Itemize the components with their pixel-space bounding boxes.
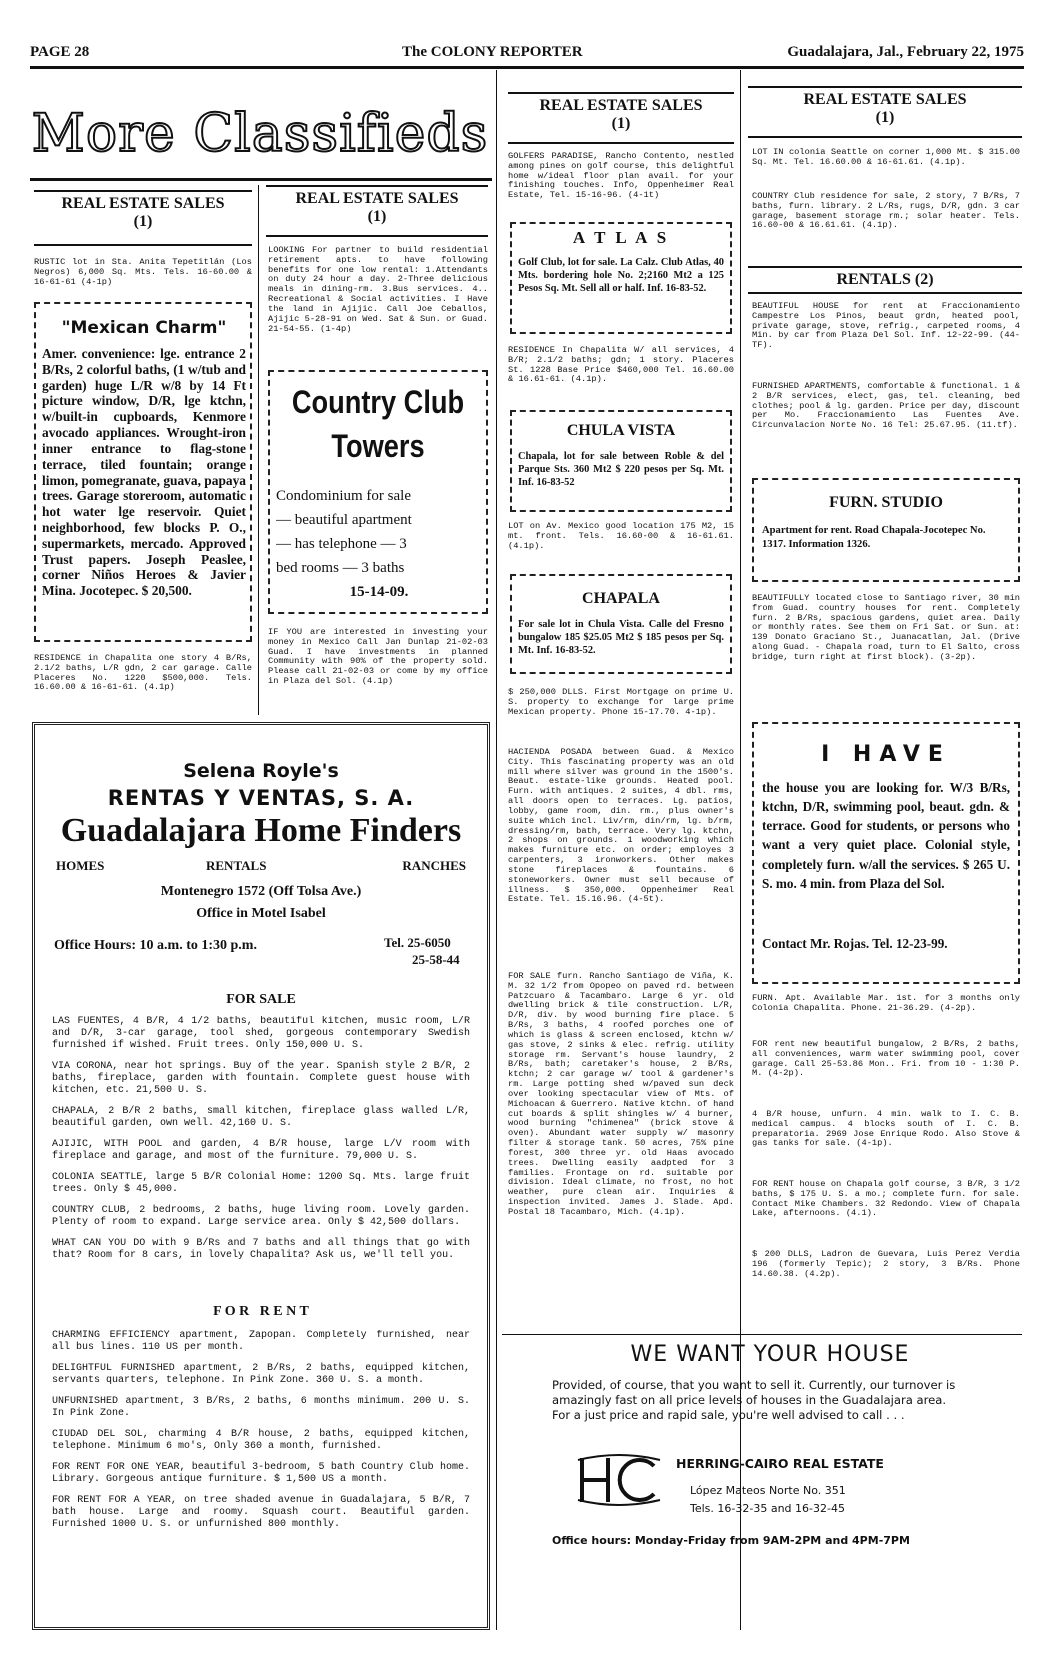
page-header xyxy=(30,42,1024,64)
col4-ladron: $ 200 DLLS, Ladron de Guevara, Luis Perez Verdia 196 (formerly Tepic); 2 story, 3 B/Rs. Phone 14.60.38. (4.2p). xyxy=(752,1250,1020,1279)
col4-furn-apt: FURN. Apt. Available Mar. 1st. for 3 months only Colonia Chapalita. Phone. 21-36.29. (4-2p). xyxy=(752,994,1020,1013)
rent-item: UNFURNISHED apartment, 3 B/Rs, 2 baths, 6 months minimum. 200 U. S. In Pink Zone. xyxy=(52,1396,470,1419)
col3-heading: REAL ESTATE SALES (1) xyxy=(508,92,734,144)
rent-item: DELIGHTFUL FURNISHED apartment, 2 B/Rs, 2 baths, equipped kitchen, servants quarters, telephone. In Pink Zone. 360 U. S. a month. xyxy=(52,1363,470,1386)
col1-rustic: RUSTIC lot in Sta. Anita Tepetitlán (Los Negros) 6,000 Sq. Mts. Tels. 16-60.00 & 16-61-61 (4-1p) xyxy=(34,258,252,287)
col1-heading: REAL ESTATE SALES (1) xyxy=(34,190,252,246)
sale-item: AJIJIC, WITH POOL and garden, 4 B/R house, large L/V room with fireplace and garage, and most of the furniture. 79,000 U. S. xyxy=(52,1139,470,1162)
chula-vista-title: CHULA VISTA xyxy=(566,422,676,439)
selena-company: RENTAS Y VENTAS, S. A. xyxy=(107,786,415,810)
selena-tel: Tel. 25-6050 25-58-44 xyxy=(384,935,460,967)
dateline: Guadalajara, Jal., February 22, 1975 xyxy=(787,44,1024,60)
atlas-title: A T L A S xyxy=(572,228,670,247)
selena-forsale-list xyxy=(52,1016,470,1308)
selena-hours: Office Hours: 10 a.m. to 1:30 p.m. xyxy=(54,938,257,953)
selena-address: Montenegro 1572 (Off Tolsa Ave.) xyxy=(160,884,362,899)
i-have-title: I HAVE xyxy=(821,742,951,767)
sale-item: VIA CORONA, near hot springs. Buy of the year. Spanish style 2 B/R, 2 baths, fireplace, garden with fountain. Complete guest house with kitchen, etc. 21,500 U. S. xyxy=(52,1061,470,1096)
col2-heading: REAL ESTATE SALES (1) xyxy=(266,185,488,237)
rent-item: FOR RENT FOR ONE YEAR, beautiful 3-bedroom, 5 bath Country Club home. Library. Gorgeous antique furniture. $ 1,500 US a month. xyxy=(52,1462,470,1485)
col3-golfers: GOLFERS PARADISE, Rancho Contento, nestled among pines on golf course, this delightful home w/ideal floor plan avail. for your finishing touches. Info, Oppenheimer Real Estate, Tel. 15-16-96. (4-1t) xyxy=(508,152,734,201)
col4-four-br: 4 B/R house, unfurn. 4 min. walk to I. C. B. medical campus. 4 blocks south of I. C. B. preparatoria. 2969 Jose Enrique Rodo. Also Stove & gas tanks for sale. (4-1p). xyxy=(752,1110,1020,1149)
rent-item: CHARMING EFFICIENCY apartment, Zapopan. Completely furnished, near all bus lines. 110 US per month. xyxy=(52,1330,470,1353)
title-rule xyxy=(30,178,492,181)
herring-name: HERRING-CAIRO REAL ESTATE xyxy=(676,1456,884,1471)
selena-brand: Guadalajara Home Finders xyxy=(60,812,462,849)
page-title: More Classifieds xyxy=(31,104,489,164)
sale-item: LAS FUENTES, 4 B/R, 4 1/2 baths, beautiful kitchen, music room, L/R and D/R, 3-car garage, tool shed, gorgeous contemporary Swedish furnished if wished. Fruit trees. Only 150,000 U. S. xyxy=(52,1016,470,1051)
col2-looking: LOOKING For partner to build residential retirement apts. to have following benefits for one low rental: 1.Attendants on duty 24 hour a day. 2-Three delicious meals in dining-rm. 3.Bus services. 4.. Recreational & Social activities. I Have the land in Ajijic. Call Joe Ceballos, Ajijic 5-28-91 on Wed. Sat & Sun. or Guad. 21-54-55. (1-4p) xyxy=(268,246,488,334)
furn-studio-title: FURN. STUDIO xyxy=(829,494,943,511)
sale-item: COLONIA SEATTLE, large 5 B/R Colonial Home: 1200 Sq. Mts. large fruit trees. Only $ 45,000. xyxy=(52,1172,470,1195)
rentals-heading: RENTALS (2) xyxy=(748,266,1022,294)
rent-item: FOR RENT FOR A YEAR, on tree shaded avenue in Guadalajara, 5 B/R, 7 bath house. Large and roomy. Squash court. Beautiful garden. Furnished 1000 U. S. or unfurnished 800 monthly. xyxy=(52,1495,470,1530)
herring-hours: Office hours: Monday-Friday from 9AM-2PM and 4PM-7PM xyxy=(552,1534,910,1547)
col3-sale-furn: FOR SALE furn. Rancho Santiago de Viña, K. M. 32 1/2 from Opopeo on paved rd. between Patzcuaro & Tacambaro. Large 6 yr. old dwelling brick & tile construction. L/R, D/R, div. by wood burning fire place. 5 B/Rs, 3 baths, 4 roofed porches one of which is glass & screen enclosed, ktchn w/ gas stove, 2 sinks & elec. refrig. utility storage rm. Servant's house laundry, 2 B/Rs, bath; caretaker's house, 2 B/Rs, ktchn; 2 car garage w/ tool & gardener's rm. Large potting shed w/paved sun deck over looking spectacular view of Mts. of Michoacan & Guerrero. Native ktchn. of hand cut boards & split shingles w/ 4 burner, wood burning "chimenea" (brick stove & oven). Abundant water supply w/ masonry filter & storage tank. 50 acres, 75% pine forest, 300 three yr. old Haas avocado trees. Dwelling easily aadpted for 3 families. Frontage on rd. suitable por division. Ideal climate, no frost, no hot weather, pure clean air. Inquiries & inspection invited. James J. Slade. Apd. Postal 18 Tacambaro, Mich. (4.1p). xyxy=(508,972,734,1217)
country-club-title: Country Club Towers xyxy=(291,384,465,464)
chapala-title: CHAPALA xyxy=(582,590,660,607)
rent-item: CIUDAD DEL SOL, charming 4 B/R house, 2 baths, equipped kitchen, telephone. Minimum 6 mo's, Only 360 a month, furnished. xyxy=(52,1429,470,1452)
herring-logo xyxy=(574,1452,664,1508)
col3-lot-av: LOT on Av. Mexico good location 175 M2, 15 mt. front. Tels. 16.60-00 & 16-61.61. (4.1p). xyxy=(508,522,734,551)
paper-name: The COLONY REPORTER xyxy=(402,44,583,60)
selena-office: Office in Motel Isabel xyxy=(196,906,326,921)
furn-studio-body: Apartment for rent. Road Chapala-Jocotepec No. 1317. Information 1326. xyxy=(762,525,986,550)
selena-forrent-heading: F O R R E N T xyxy=(213,1304,309,1319)
col3-hacienda: HACIENDA POSADA between Guad. & Mexico City. This fascinating property was an old mill where silver was ground in the 1500's. Beaut. estate-like grounds. Heated pool. Furn. with antiques. 2 suites, 4 dbl. rms, all doors open to terraces. Lg. patios, lobby, game room, din. rm., plus owner's suite which incl. Liv/rm, din/rm, lg. b/rm, dressing/rm, bath, terrace. Very lg. ktchn, 2 shops on grounds. 1 woodworking which makes furniture etc. on order; employes 3 carpenters, 3 ironworkers. Other makes stone fireplaces & fountains. 6 stoneworkers. Owner must sell because of illness. $ 350,000. Oppenheimer Real Estate. Tel. 15.16.96. (4-5t). xyxy=(508,748,734,905)
col4-chapala-golf: FOR RENT house on Chapala golf course, 3 B/R, 3 1/2 baths, $ 175 U. S. a mo.; complete furn. for sale. Contact Mike Chambers. 32 Redondo. View of Chapala Lake, afternoons. (4.1). xyxy=(752,1180,1020,1219)
selena-name: Selena Royle's xyxy=(183,760,339,782)
sale-item: CHAPALA, 2 B/R 2 baths, small kitchen, fireplace glass walled L/R, beautiful garden, own well. 42,160 U. S. xyxy=(52,1106,470,1129)
col4-santiago: BEAUTIFULLY located close to Santiago river, 30 min from Guad. country houses for rent. Completely furn. 2 B/Rs, spacious gardens, quiet area. Daily or monthly rates. See them on Fri Sat. or Sun. at: 139 Donato Graciano St., Juanacatlan, Jal. (Drive along Guad. - Chapala road, turn to El Salto, cross bridge, turn right at first block). (3-2p). xyxy=(752,594,1020,662)
herring-tels: Tels. 16-32-35 and 16-32-45 xyxy=(690,1502,845,1515)
herring-title: WE WANT YOUR HOUSE xyxy=(630,1342,910,1367)
sale-item: WHAT CAN YOU DO with 9 B/Rs and 7 baths and all things that go with that? Room for 8 cars, in lovely Chapalita? Ask us, we'll tell you. xyxy=(52,1238,470,1261)
sale-item: COUNTRY CLUB, 2 bedrooms, 2 baths, huge living room. Lovely garden. Plenty of room to expand. Large service area. Only $ 42,500 dollars. xyxy=(52,1205,470,1228)
i-have-body: the house you are looking for. W/3 B/Rs, ktchn, D/R, swimming pool, beaut. gdn. & terrace. Good for students, or persons who want a very quiet place. Colonial style, completely furn. w/all the services. $ 265 U. S. mo. 4 min. from Plaza del Sol. xyxy=(762,780,1010,891)
herring-body: Provided, of course, that you want to sell it. Currently, our turnover is amazingly fast on all price levels of houses in the Guadalajara area. For a just price and rapid sale, you're well advised to call . . . xyxy=(552,1378,956,1423)
mexican-charm-body: Amer. convenience: lge. entrance 2 B/Rs, 2 colorful baths, (1 w/tub and garden) huge L/R w/8 by 14 Ft picture window, D/R, lge ktchn, w/built-in cupboards, Kenmore avocado appliances. Wrought-iron inner entrance to flag-stone terrace, tiled fountain; orange limon, pomegranate, guava, papaya trees. Garage storeroom, automatic hot water lge reservoir. Quiet neighborhood, few blocks P. O., supermarkets, mercado. Approved Trust papers. Joseph Peaslee, corner Niños Heroes & Javier Mina. Jocotepec. $ 20,500. xyxy=(42,346,246,599)
col4-country: COUNTRY Club residence for sale, 2 story, 7 B/Rs, 7 baths, furn. library. 2 L/Rs, rugs, D/R, gdn. 3 car garage, basement storage rm.; solar heater. Tels. 16.60-00 & 16.61.61. (4.1p). xyxy=(752,192,1020,231)
col3-dlls: $ 250,000 DLLS. First Mortgage on prime U. S. property to exchange for large prime Mexican property. Phone 15-17.70. 4-1p). xyxy=(508,688,734,717)
col2-invest: IF YOU are interested in investing your money in Mexico Call Jan Dunlap 21-02-03 Guad. I have investments in planned Community with 90% of the property sold. Please call 21-02-03 or come by my office in Plaza del Sol. (4.1p) xyxy=(268,628,488,687)
col3-residence: RESIDENCE In Chapalita W/ all services, 4 B/R; 2.1/2 baths; gdn; 1 story. Placeres St. 1228 Base Price $460,000 Tel. 16.60.00 & 16.61-61. (4.1p). xyxy=(508,346,734,385)
selena-categories: HOMES RENTALS RANCHES xyxy=(56,858,466,873)
col4-furnished-apts: FURNISHED APARTMENTS, comfortable & functional. 1 & 2 B/R services, elect, gas, tel. cleaning, bed clothes; pool & lg. garden. Price per day, discount per Mo. Fraccionamiento Las Fuentes Ave. Circunvalacion Norte No. 16 Tel: 25.67.95. (11.tf). xyxy=(752,382,1020,431)
chapala-body: For sale lot in Chula Vista. Calle del Fresno bungalow 185 $25.05 Mt2 $ 185 pesos per Sq. Mt. Inf. 16-83-52. xyxy=(518,619,724,656)
country-club-body: Condominium for sale — beautiful apartment — has telephone — 3 bed rooms — 3 baths 15-14-09. xyxy=(276,488,412,600)
page-number: PAGE 28 xyxy=(30,44,90,60)
i-have-contact: Contact Mr. Rojas. Tel. 12-23-99. xyxy=(762,936,948,951)
col-divider-2 xyxy=(496,70,497,1630)
atlas-body: Golf Club, lot for sale. La Calz. Club Atlas, 40 Mts. bordering hole No. 2;2160 Mt2 a 125 Pesos Sq. Mt. Sell all or half. Inf. 16-83-52. xyxy=(518,257,724,294)
col4-bungalow: FOR rent new beautiful bungalow, 2 B/Rs, 2 baths, all conveniences, warm water swimming pool, cover garage. Call 25-53.86 Mon.. Fri. from 10 - 1:30 P. M. (4-2p). xyxy=(752,1040,1020,1079)
herring-address: López Mateos Norte No. 351 xyxy=(690,1484,846,1497)
mexican-charm-title: "Mexican Charm" xyxy=(61,318,227,338)
col4-lot-seattle: LOT IN colonia Seattle on corner 1,000 Mt. $ 315.00 Sq. Mt. Tel. 16.60.00 & 16-61.61. (4.1p). xyxy=(752,148,1020,167)
chula-vista-body: Chapala, lot for sale between Roble & del Parque Sts. 360 Mt2 $ 220 pesos per Sq. Mt. Inf. 16-83-52 xyxy=(518,451,724,488)
selena-forsale-heading: FOR SALE xyxy=(226,992,296,1007)
col-divider-1 xyxy=(258,185,259,715)
col1-residence: RESIDENCE in Chapalita one story 4 B/Rs, 2.1/2 baths, L/R gdn, 2 car garage. Calle Placeres No. 1220 $500,000. Tels. 16.60.00 & 16-61-61. (4.1p) xyxy=(34,654,252,693)
col4-heading: REAL ESTATE SALES (1) xyxy=(748,86,1022,138)
selena-forrent-list xyxy=(52,1330,470,1622)
col4-beautiful-house: BEAUTIFUL HOUSE for rent at Fraccionamiento Campestre Los Pinos, beaut grdn, heated pool, private garage, stove, refrig., carpeted rooms, 4 Min. by car from Plaza Del Sol. Inf. 12-22-99. (44-TF). xyxy=(752,302,1020,351)
herring-top-rule xyxy=(502,1334,1022,1335)
header-rule xyxy=(30,66,1024,69)
